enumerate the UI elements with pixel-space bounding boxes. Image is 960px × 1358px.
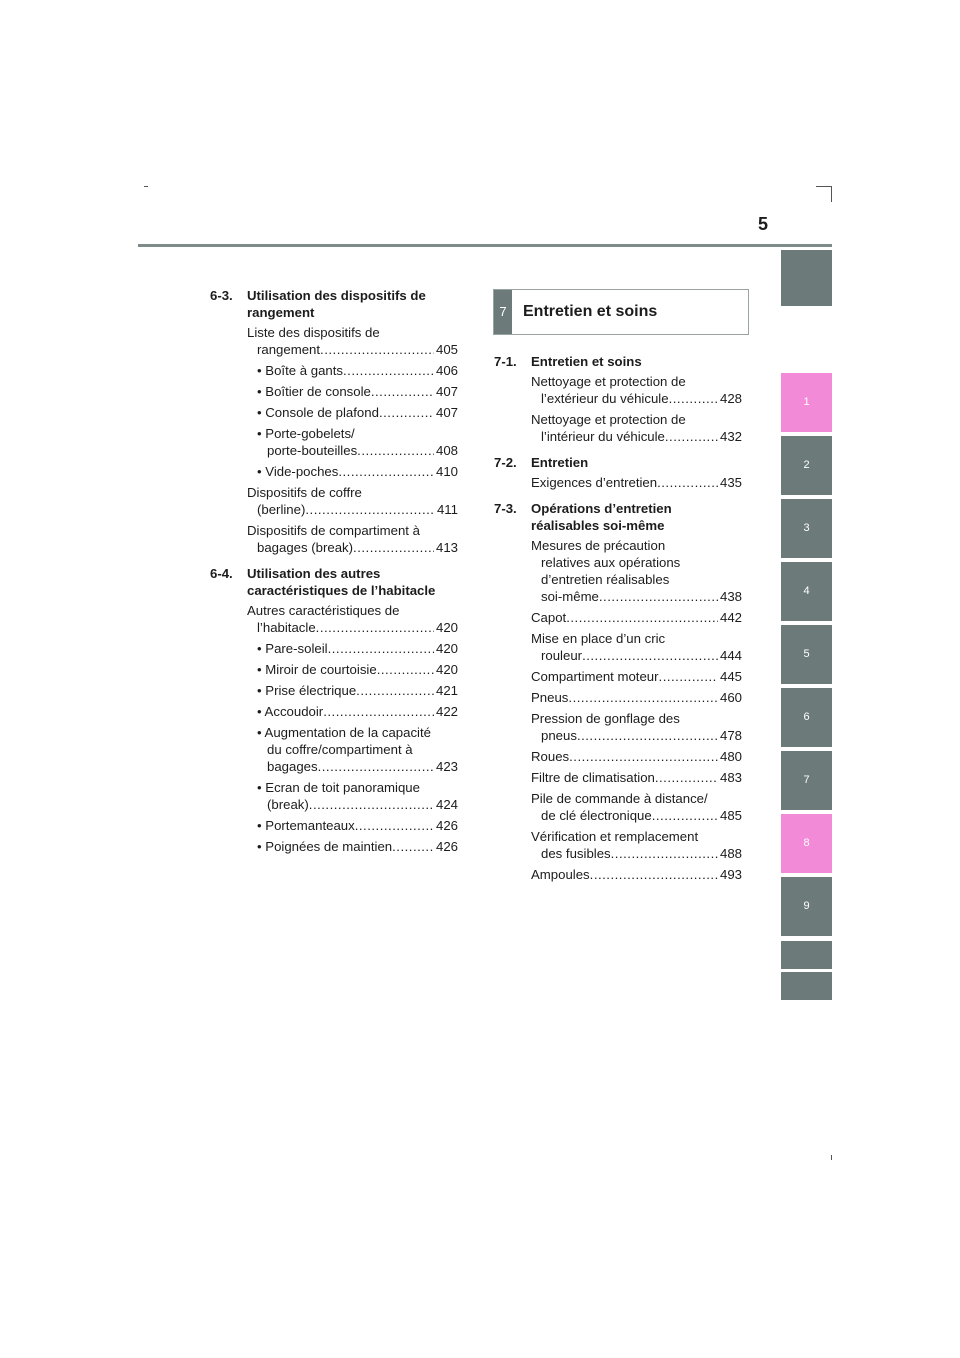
dot-leader <box>305 501 435 518</box>
page-ref[interactable]: 420 <box>435 662 458 677</box>
toc-entry-last-line <box>247 539 458 556</box>
section-number: 6-3. <box>210 288 233 303</box>
toc-entry[interactable] <box>531 474 742 491</box>
section-title-line: Entretien et soins <box>531 354 642 369</box>
section-title-line: Entretien <box>531 455 589 470</box>
page-ref[interactable]: 438 <box>719 589 742 604</box>
toc-entry-text: • Prise électrique <box>257 683 357 698</box>
toc-entry[interactable] <box>531 710 742 744</box>
toc-subentry[interactable] <box>247 425 458 459</box>
page-ref[interactable]: 428 <box>719 391 742 406</box>
chapter-tab-6[interactable]: 6 <box>781 688 832 747</box>
toc-subentry[interactable] <box>247 640 458 657</box>
toc-entry[interactable] <box>531 828 742 862</box>
toc-entry-last-line <box>531 588 742 605</box>
dot-leader <box>657 474 718 491</box>
toc-subentry[interactable] <box>247 817 458 834</box>
dot-leader <box>392 838 434 855</box>
toc-entry-text-line: Mesures de précaution <box>531 538 666 553</box>
page-ref[interactable]: 420 <box>435 620 458 635</box>
page-ref[interactable]: 480 <box>719 749 742 764</box>
toc-entry[interactable] <box>247 522 458 556</box>
crop-mark-top-right-h <box>816 186 832 187</box>
section-title-line: rangement <box>247 305 315 320</box>
toc-entry-text: pneus <box>541 728 577 743</box>
toc-entry[interactable] <box>531 537 742 605</box>
chapter-banner <box>493 289 749 335</box>
chapter-number: 7 <box>494 290 512 334</box>
toc-entry-text: • Pare-soleil <box>257 641 328 656</box>
dot-leader <box>582 647 718 664</box>
toc-entry[interactable] <box>531 373 742 407</box>
toc-entry-text: bagages <box>267 759 318 774</box>
dot-leader <box>379 404 434 421</box>
toc-entry[interactable] <box>531 668 742 685</box>
section-heading <box>494 353 742 370</box>
toc-entry[interactable] <box>531 411 742 445</box>
toc-entry-last-line <box>531 689 742 706</box>
toc-entry-last-line <box>531 866 742 883</box>
dot-leader <box>328 640 434 657</box>
dot-leader <box>356 682 434 699</box>
toc-entry-last-line <box>257 758 458 775</box>
toc-entry-text-line: relatives aux opérations <box>541 555 681 570</box>
toc-subentry[interactable] <box>247 362 458 379</box>
toc-entry-last-line <box>531 748 742 765</box>
dot-leader <box>338 463 434 480</box>
toc-entry-text: (berline) <box>257 502 306 517</box>
section-heading <box>210 565 458 599</box>
toc-entry-last-line <box>531 474 742 491</box>
toc-entry-group <box>494 373 742 445</box>
toc-entry-text-line: Pression de gonflage des <box>531 711 680 726</box>
dot-leader <box>355 817 434 834</box>
toc-entry-text-line: Liste des dispositifs de <box>247 325 380 340</box>
section-heading <box>494 500 742 534</box>
page-ref[interactable]: 413 <box>435 540 458 555</box>
page-ref[interactable]: 426 <box>435 839 458 854</box>
section-title-line: Utilisation des dispositifs de <box>247 288 426 303</box>
toc-entry-last-line <box>531 428 742 445</box>
toc-subentry[interactable] <box>247 661 458 678</box>
toc-entry-text-line: • Porte-gobelets/ <box>257 426 355 441</box>
page-ref[interactable]: 435 <box>719 475 742 490</box>
toc-entry[interactable] <box>531 790 742 824</box>
dot-leader <box>655 769 718 786</box>
dot-leader <box>566 609 718 626</box>
dot-leader <box>590 866 718 883</box>
toc-entry[interactable] <box>247 484 458 518</box>
dot-leader <box>611 845 718 862</box>
toc-entry-text: Roues <box>531 749 570 764</box>
toc-entry-text: • Portemanteaux <box>257 818 355 833</box>
toc-entry-text: • Boîte à gants <box>257 363 343 378</box>
page-ref[interactable]: 483 <box>719 770 742 785</box>
dot-leader <box>569 748 718 765</box>
toc-entry-last-line <box>257 404 458 421</box>
chapter-title: Entretien et soins <box>523 303 658 320</box>
page-ref[interactable]: 411 <box>436 502 458 517</box>
page-ref[interactable]: 406 <box>435 363 458 378</box>
chapter-tab-3[interactable]: 3 <box>781 499 832 558</box>
toc-entry-text: • Console de plafond <box>257 405 379 420</box>
page-ref[interactable]: 420 <box>435 641 458 656</box>
toc-subentry[interactable] <box>247 463 458 480</box>
page-ref[interactable]: 485 <box>719 808 742 823</box>
toc-entry[interactable] <box>531 630 742 664</box>
toc-subentry[interactable] <box>247 682 458 699</box>
toc-entry-text-line: d’entretien réalisables <box>541 572 670 587</box>
dot-leader <box>669 390 718 407</box>
section-title-line: caractéristiques de l’habitacle <box>247 583 436 598</box>
toc-entry-text: Exigences d’entretien <box>531 475 658 490</box>
page-ref[interactable]: 426 <box>435 818 458 833</box>
toc-entry[interactable] <box>531 689 742 706</box>
toc-entry-text: l’extérieur du véhicule <box>541 391 669 406</box>
toc-entry-text: l’intérieur du véhicule <box>541 429 665 444</box>
chapter-tab[interactable] <box>781 972 832 1000</box>
chapter-tab[interactable] <box>781 250 832 306</box>
page-ref[interactable]: 410 <box>435 464 458 479</box>
toc-entry-text: l’habitacle <box>257 620 316 635</box>
toc-entry-group <box>210 602 458 855</box>
crop-mark-top-right-v <box>831 186 832 202</box>
section-number: 7-1. <box>494 354 517 369</box>
dot-leader <box>377 661 434 678</box>
toc-entry-text: bagages (break) <box>257 540 354 555</box>
toc-entry-text: porte-bouteilles <box>267 443 358 458</box>
page-ref[interactable]: 488 <box>719 846 742 861</box>
toc-entry-last-line <box>247 501 458 518</box>
toc-entry-text: • Accoudoir <box>257 704 324 719</box>
toc-entry-text-line: Vérification et remplacement <box>531 829 699 844</box>
toc-subentry[interactable] <box>247 724 458 775</box>
toc-entry-text-line: Autres caractéristiques de <box>247 603 400 618</box>
dot-leader <box>353 539 434 556</box>
dot-leader <box>599 588 718 605</box>
page-number: 5 <box>758 214 769 234</box>
page-ref[interactable]: 445 <box>719 669 742 684</box>
toc-entry-text: (break) <box>267 797 309 812</box>
page-ref[interactable]: 405 <box>435 342 458 357</box>
dot-leader <box>318 758 434 775</box>
toc-entry-last-line <box>531 609 742 626</box>
page-ref[interactable]: 460 <box>719 690 742 705</box>
dot-leader <box>577 727 718 744</box>
dot-leader <box>665 428 718 445</box>
header-rule <box>138 244 832 247</box>
toc-entry-text-line: Pile de commande à distance/ <box>531 791 708 806</box>
page-ref[interactable]: 493 <box>719 867 742 882</box>
toc-entry-text: Compartiment moteur <box>531 669 659 684</box>
toc-entry-text: des fusibles <box>541 846 611 861</box>
page-ref[interactable]: 422 <box>435 704 458 719</box>
dot-leader <box>343 362 434 379</box>
section-heading <box>210 287 458 321</box>
chapter-tab-8[interactable]: 8 <box>781 814 832 873</box>
section-number: 7-2. <box>494 455 517 470</box>
toc-entry-text-line: Dispositifs de coffre <box>247 485 362 500</box>
page-ref[interactable]: 408 <box>435 443 458 458</box>
toc-entry-text: Capot <box>531 610 567 625</box>
toc-entry-text: Ampoules <box>531 867 590 882</box>
toc-entry-last-line <box>531 668 742 685</box>
toc-entry[interactable] <box>531 609 742 626</box>
toc-entry[interactable] <box>531 769 742 786</box>
dot-leader <box>659 668 718 685</box>
toc-entry-last-line <box>531 807 742 824</box>
page-ref[interactable]: 421 <box>435 683 458 698</box>
toc-entry-last-line <box>257 661 458 678</box>
toc-entry-text: Pneus <box>531 690 569 705</box>
dot-leader <box>309 796 434 813</box>
page-ref[interactable]: 478 <box>719 728 742 743</box>
toc-entry-last-line <box>257 838 458 855</box>
page-ref[interactable]: 407 <box>435 405 458 420</box>
page-ref[interactable]: 444 <box>719 648 742 663</box>
page-ref[interactable]: 407 <box>435 384 458 399</box>
crop-mark-bottom-right <box>831 1155 832 1160</box>
chapter-tab-5[interactable]: 5 <box>781 625 832 684</box>
section-title-line: Utilisation des autres <box>247 566 381 581</box>
chapter-tab-1[interactable]: 1 <box>781 373 832 432</box>
toc-entry-text-line: Nettoyage et protection de <box>531 374 686 389</box>
toc-entry-text: • Boîtier de console <box>257 384 371 399</box>
toc-entry-last-line <box>531 845 742 862</box>
toc-entry-last-line <box>257 640 458 657</box>
crop-mark-top-left <box>144 186 148 187</box>
chapter-tab[interactable] <box>781 941 832 969</box>
toc-entry-text: rangement <box>257 342 321 357</box>
toc-subentry[interactable] <box>247 838 458 855</box>
toc-entry-text-line: Nettoyage et protection de <box>531 412 686 427</box>
section-title-line: Opérations d’entretien <box>531 501 672 516</box>
toc-entry-text: • Miroir de courtoisie <box>257 662 377 677</box>
dot-leader <box>320 341 434 358</box>
toc-entry-group <box>494 537 742 883</box>
toc-entry-last-line <box>257 463 458 480</box>
section-title-line: réalisables soi-même <box>531 518 665 533</box>
toc-entry-last-line <box>257 796 458 813</box>
toc-entry-last-line <box>531 727 742 744</box>
dot-leader <box>323 703 434 720</box>
toc-subentry[interactable] <box>247 383 458 400</box>
page-ref[interactable]: 424 <box>435 797 458 812</box>
toc-entry-group <box>210 324 458 556</box>
toc-subentry[interactable] <box>247 779 458 813</box>
toc-entry-text: • Vide-poches <box>257 464 339 479</box>
toc-entry-last-line <box>531 769 742 786</box>
toc-entry-text-line: • Augmentation de la capacité <box>257 725 431 740</box>
toc-right-column <box>494 353 742 892</box>
toc-subentry[interactable] <box>247 404 458 421</box>
dot-leader <box>371 383 434 400</box>
toc-subentry[interactable] <box>247 703 458 720</box>
toc-entry-last-line <box>257 442 458 459</box>
dot-leader <box>357 442 434 459</box>
chapter-tab-7[interactable]: 7 <box>781 751 832 810</box>
toc-entry-text-line: • Ecran de toit panoramique <box>257 780 420 795</box>
page-ref[interactable]: 442 <box>719 610 742 625</box>
dot-leader <box>316 619 434 636</box>
toc-entry-last-line <box>531 647 742 664</box>
toc-entry-last-line <box>531 390 742 407</box>
toc-entry-text-line: Mise en place d’un cric <box>531 631 666 646</box>
toc-entry-last-line <box>247 341 458 358</box>
toc-entry[interactable] <box>531 866 742 883</box>
chapter-tab-9[interactable]: 9 <box>781 877 832 936</box>
section-number: 7-3. <box>494 501 517 516</box>
toc-entry-last-line <box>257 703 458 720</box>
toc-entry-last-line <box>257 383 458 400</box>
toc-entry[interactable] <box>247 324 458 358</box>
chapter-tab-4[interactable]: 4 <box>781 562 832 621</box>
toc-entry-group <box>494 474 742 491</box>
section-number: 6-4. <box>210 566 233 581</box>
toc-entry[interactable] <box>247 602 458 636</box>
toc-entry-last-line <box>247 619 458 636</box>
toc-entry-text-line: du coffre/compartiment à <box>267 742 413 757</box>
toc-entry-text: • Poignées de maintien <box>257 839 393 854</box>
toc-entry-text: rouleur <box>541 648 583 663</box>
dot-leader <box>652 807 718 824</box>
toc-left-column <box>210 287 458 864</box>
page-ref[interactable]: 432 <box>719 429 742 444</box>
dot-leader <box>568 689 718 706</box>
toc-entry-text-line: Dispositifs de compartiment à <box>247 523 420 538</box>
toc-entry-last-line <box>257 362 458 379</box>
toc-entry-text: Filtre de climatisation <box>531 770 655 785</box>
toc-entry-text: de clé électronique <box>541 808 652 823</box>
section-heading <box>494 454 742 471</box>
toc-entry-last-line <box>257 682 458 699</box>
toc-entry[interactable] <box>531 748 742 765</box>
chapter-tab-2[interactable]: 2 <box>781 436 832 495</box>
toc-entry-last-line <box>257 817 458 834</box>
page-ref[interactable]: 423 <box>435 759 458 774</box>
toc-entry-text: soi-même <box>541 589 599 604</box>
